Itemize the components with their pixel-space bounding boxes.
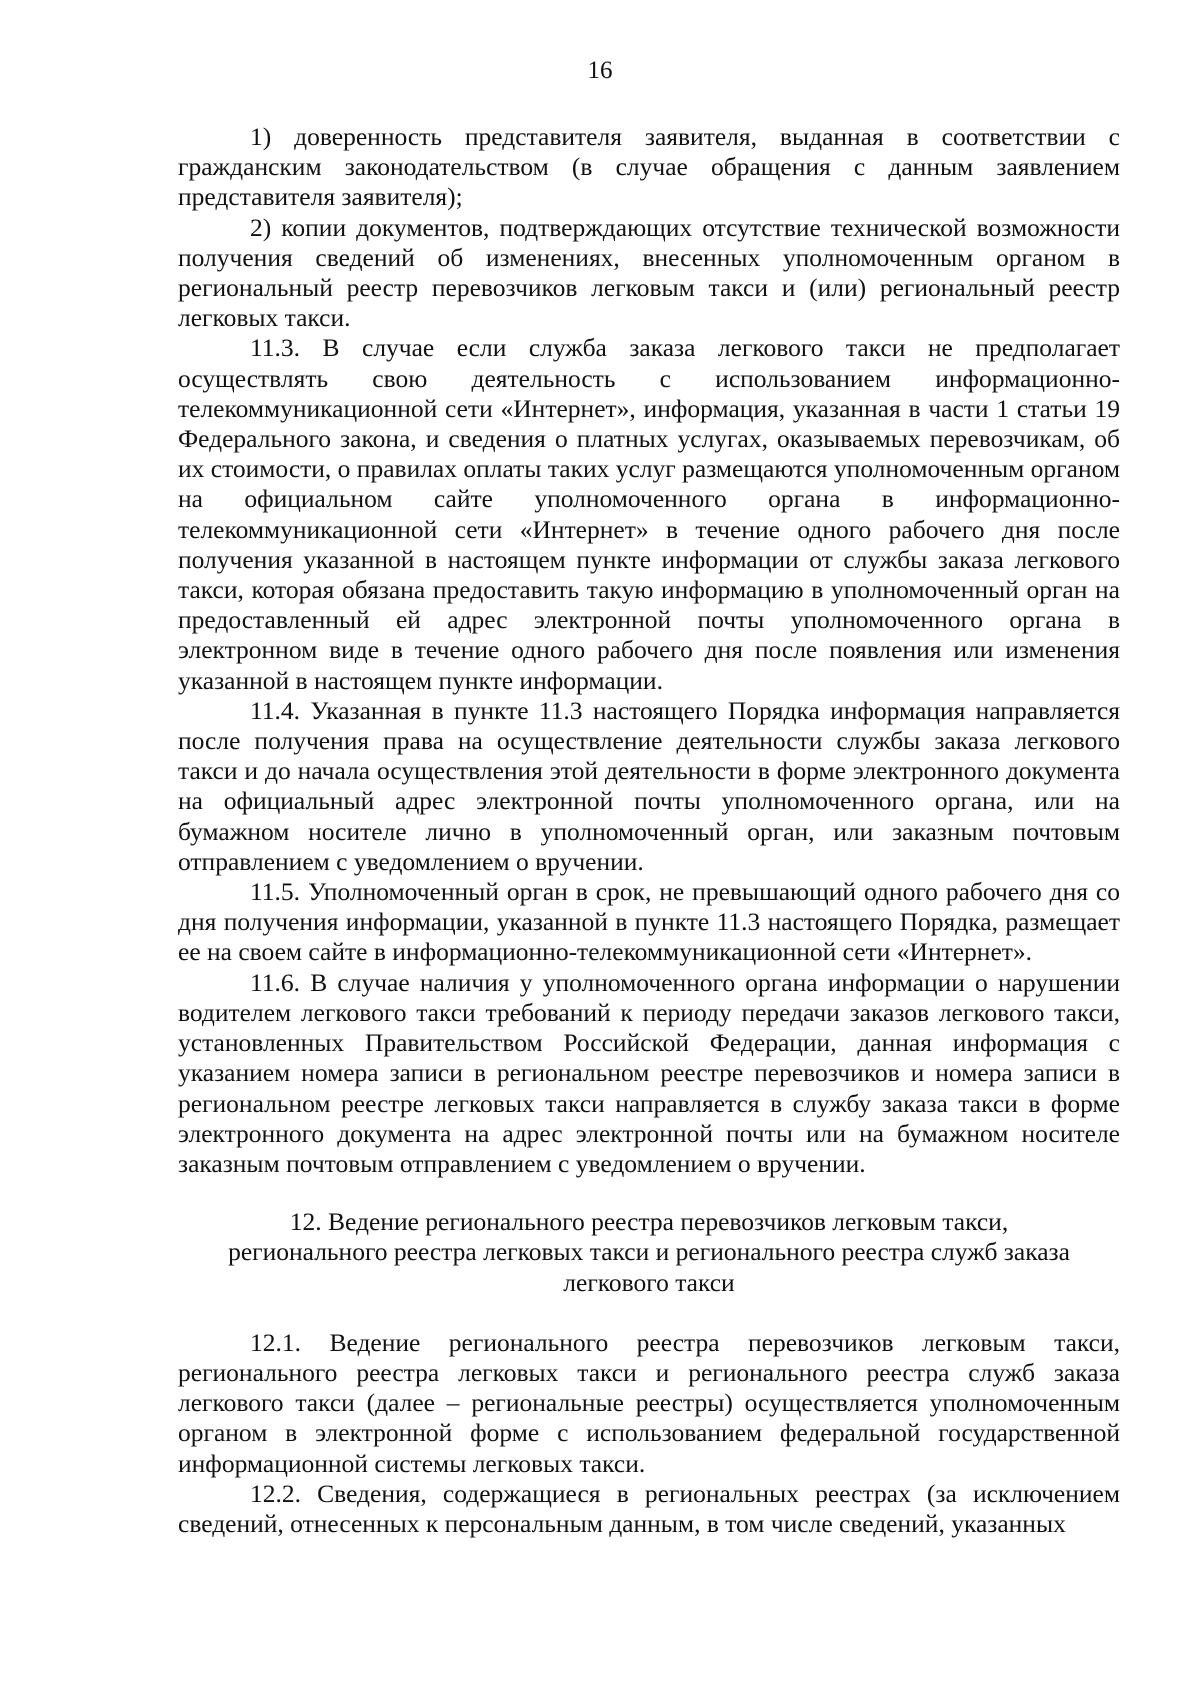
- page-number: 16: [587, 57, 613, 84]
- paragraph-item-1: 1) доверенность представителя заявителя, выданная в соответствии с гражданским законодательством (в случае обращения с данным заявлением представителя заявителя);: [178, 122, 1120, 212]
- paragraph-11-3: 11.3. В случае если служба заказа легкового такси не предполагает осуществлять свою деятельность с использованием информационно-телекоммуникационной сети «Интернет», информация, указанная в части 1 статьи 19 Федерального закона, и сведения о платных услугах, оказываемых перевозчикам, об их стоимости, о правилах оплаты таких услуг размещаются уполномоченным органом на официальном сайте уполномоченного органа в информационно-телекоммуникационной сети «Интернет» в течение одного рабочего дня после получения указанной в настоящем пункте информации от службы заказа легкового такси, которая обязана предоставить такую информацию в уполномоченный орган на предоставленный ей адрес электронной почты уполномоченного органа в электронном виде в течение одного рабочего дня после появления или изменения указанной в настоящем пункте информации.: [178, 333, 1120, 695]
- paragraph-12-2: 12.2. Сведения, содержащиеся в региональных реестрах (за исключением сведений, отнесенных к персональным данным, в том числе сведений, указанных: [178, 1478, 1120, 1538]
- section-12-heading-line-2: регионального реестра легковых такси и регионального реестра служб заказа: [228, 1237, 1070, 1267]
- paragraph-11-5: 11.5. Уполномоченный орган в срок, не превышающий одного рабочего дня со дня получения информации, указанной в пункте 11.3 настоящего Порядка, размещает ее на своем сайте в информационно-телекоммуникационной сети «Интернет».: [178, 877, 1120, 967]
- paragraph-item-2: 2) копии документов, подтверждающих отсутствие технической возможности получения сведений об изменениях, внесенных уполномоченным органом в региональный реестр перевозчиков легковым такси и (или) региональный реестр легковых такси.: [178, 212, 1120, 333]
- paragraph-11-4: 11.4. Указанная в пункте 11.3 настоящего Порядка информация направляется после получения права на осуществление деятельности службы заказа легкового такси и до начала осуществления этой деятельности в форме электронного документа на официальный адрес электронной почты уполномоченного органа, или на бумажном носителе лично в уполномоченный орган, или заказным почтовым отправлением с уведомлением о вручении.: [178, 695, 1120, 876]
- section-12-heading-line-3: легкового такси: [563, 1267, 735, 1297]
- paragraph-12-1: 12.1. Ведение регионального реестра перевозчиков легковым такси, регионального реестра легковых такси и регионального реестра служб заказа легкового такси (далее – региональные реестры) осуществляется уполномоченным органом в электронной форме с использованием федеральной государственной информационной системы легковых такси.: [178, 1327, 1120, 1478]
- section-12-heading: [178, 1207, 1120, 1298]
- section-12-heading-line-1: 12. Ведение регионального реестра перевозчиков легковым такси,: [289, 1207, 1009, 1237]
- document-body: [178, 122, 1120, 1539]
- paragraph-11-6: 11.6. В случае наличия у уполномоченного органа информации о нарушении водителем легкового такси требований к периоду передачи заказов легкового такси, установленных Правительством Российской Федерации, данная информация с указанием номера записи в региональном реестре перевозчиков и номера записи в региональном реестре легковых такси направляется в службу заказа такси в форме электронного документа на адрес электронной почты или на бумажном носителе заказным почтовым отправлением с уведомлением о вручении.: [178, 967, 1120, 1178]
